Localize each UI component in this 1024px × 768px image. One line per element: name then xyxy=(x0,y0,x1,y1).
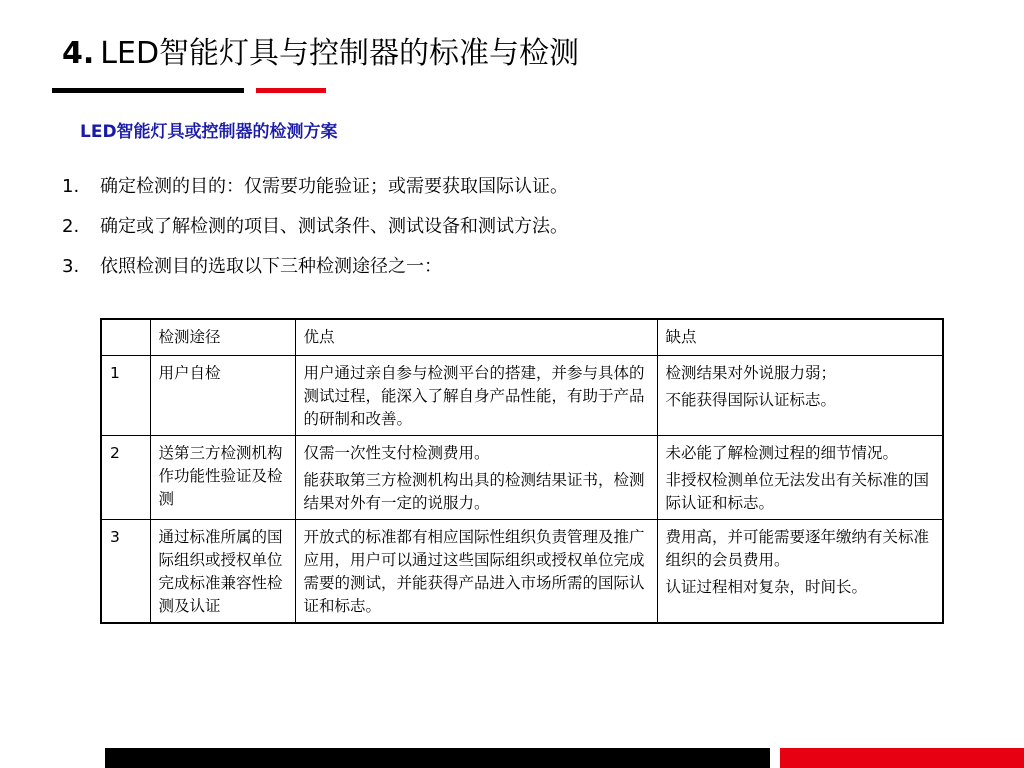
table-row xyxy=(101,356,943,436)
cons-text: 认证过程相对复杂，时间长。 xyxy=(665,578,868,596)
cell-pros xyxy=(295,356,657,436)
cell-pros xyxy=(295,436,657,520)
cell-route: 通过标准所属的国际组织或授权单位完成标准兼容性检测及认证 xyxy=(150,520,295,624)
cell-index: 3 xyxy=(101,520,150,624)
cell-route: 用户自检 xyxy=(150,356,295,436)
section-subtitle: LED智能灯具或控制器的检测方案 xyxy=(80,122,338,142)
detection-routes-table xyxy=(100,318,944,624)
cell-cons xyxy=(657,520,943,624)
table-row xyxy=(101,436,943,520)
cons-text: 不能获得国际认证标志。 xyxy=(665,391,837,409)
header-cons: 缺点 xyxy=(657,319,943,356)
list-item-number: 3. xyxy=(62,256,80,277)
cell-cons xyxy=(657,436,943,520)
cons-text: 未必能了解检测过程的细节情况。 xyxy=(665,444,899,462)
list-item-text: 依照检测目的选取以下三种检测途径之一： xyxy=(100,256,442,277)
title-underline-black xyxy=(52,88,244,93)
footer-bar-black xyxy=(105,748,770,768)
cell-index: 2 xyxy=(101,436,150,520)
footer-bar-red xyxy=(780,748,1024,768)
cell-index: 1 xyxy=(101,356,150,436)
table-row xyxy=(101,520,943,624)
title-number: 4. xyxy=(62,36,95,71)
title-underline-red xyxy=(256,88,326,93)
cell-route: 送第三方检测机构作功能性验证及检测 xyxy=(150,436,295,520)
table-header-row xyxy=(101,319,943,356)
steps-list xyxy=(62,172,568,292)
header-route: 检测途径 xyxy=(150,319,295,356)
pros-text: 能获取第三方检测机构出具的检测结果证书，检测结果对外有一定的说服力。 xyxy=(303,471,645,512)
list-item xyxy=(62,212,568,252)
list-item-number: 2. xyxy=(62,216,80,237)
cell-cons xyxy=(657,356,943,436)
header-pros: 优点 xyxy=(295,319,657,356)
cons-text: 费用高，并可能需要逐年缴纳有关标准组织的会员费用。 xyxy=(665,528,930,569)
pros-text: 开放式的标准都有相应国际性组织负责管理及推广应用，用户可以通过这些国际组织或授权单位完成需要的测试，并能获得产品进入市场所需的国际认证和标志。 xyxy=(303,528,645,615)
list-item-text: 确定或了解检测的项目、测试条件、测试设备和测试方法。 xyxy=(100,216,568,237)
title-text: LED智能灯具与控制器的标准与检测 xyxy=(100,36,580,71)
list-item-text: 确定检测的目的：仅需要功能验证；或需要获取国际认证。 xyxy=(100,176,568,197)
cell-pros xyxy=(295,520,657,624)
list-item xyxy=(62,172,568,212)
list-item xyxy=(62,252,568,292)
cons-text: 非授权检测单位无法发出有关标准的国际认证和标志。 xyxy=(665,471,930,512)
slide-title xyxy=(62,34,579,74)
cons-text: 检测结果对外说服力弱； xyxy=(665,364,837,382)
list-item-number: 1. xyxy=(62,176,80,197)
pros-text: 仅需一次性支付检测费用。 xyxy=(303,444,490,462)
header-index xyxy=(101,319,150,356)
pros-text: 用户通过亲自参与检测平台的搭建，并参与具体的测试过程，能深入了解自身产品性能，有助于产品的研制和改善。 xyxy=(303,364,645,428)
